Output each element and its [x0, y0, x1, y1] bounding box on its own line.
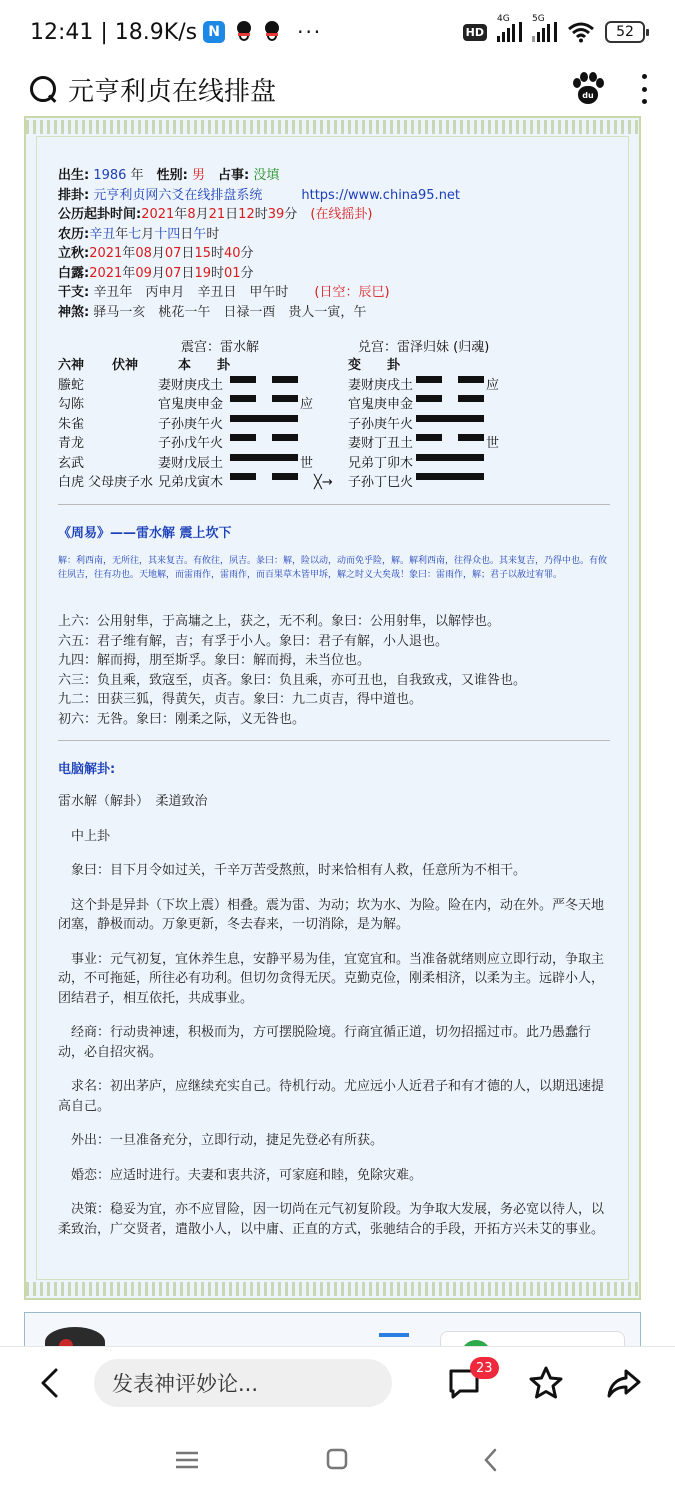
baidu-paw-icon[interactable]: du [571, 72, 605, 106]
ben-yao-label: 妻财戊辰土 [158, 455, 224, 471]
comment-input[interactable]: 发表神评妙论... [94, 1359, 392, 1407]
ben-yao-bar [230, 415, 298, 422]
shi-ying-mark: 世 [300, 455, 314, 471]
bian-yao-label: 官鬼庚申金 [348, 397, 414, 412]
search-query-title[interactable]: 元亨利贞在线排盘 [68, 76, 277, 107]
yao-line: 六三：负且乘，致寇至，贞吝。象曰：负且乘，亦可丑也，自我致戎，又谁咎也。 [58, 672, 527, 688]
pc-paragraph: 事业：元气初复，宜休养生息，安静平易为佳，宜宽宜和。当准备就绪则应立即行动，争取主动，不可拖延，所往必有功利。但切勿贪得无厌。克勤克俭，刚柔相济，以柔为主。远辟小人，团结君子，相互依托，共成事业。 [58, 951, 605, 1006]
shi-ying-mark: 世 [486, 436, 500, 451]
ben-yao-bar [230, 473, 256, 480]
bian-yao-bar [416, 434, 442, 441]
shensha-row: 神煞: 驿马一亥 桃花一午 日禄一酉 贵人一寅，午 [58, 304, 367, 320]
ben-palace: 震宫：雷水解 [181, 340, 260, 355]
liushen-label: 青龙 [58, 436, 85, 451]
paigua-system-link[interactable]: 元亨利贞网六爻在线排盘系统 [93, 187, 263, 203]
bian-yao-label: 兄弟丁卯木 [348, 455, 414, 471]
signal-4g-icon: 4G [497, 22, 522, 42]
bian-yao-label: 妻财丁丑土 [348, 436, 414, 451]
gua-row [58, 395, 618, 415]
pc-paragraph: 外出：一旦准备充分，立即行动，捷足先登必有所获。 [71, 1133, 384, 1148]
bian-yao-bar [416, 473, 484, 480]
search-icon[interactable] [28, 74, 58, 104]
ben-yao-bar [272, 434, 298, 441]
decorative-border-bottom [26, 1282, 639, 1296]
paipan-info [58, 166, 460, 322]
more-notifications-icon: ··· [297, 20, 323, 44]
bian-yao-bar [416, 415, 484, 422]
wifi-icon [567, 21, 595, 43]
ben-yao-bar [272, 376, 298, 383]
more-menu-icon[interactable] [641, 74, 647, 104]
liushen-label: 白虎 [58, 475, 85, 490]
nongli-row: 农历:辛丑年七月十四日午时 [58, 226, 220, 242]
qq-icon [263, 21, 281, 43]
shi-ying-mark: 应 [300, 397, 314, 412]
system-nav-bar [0, 1418, 675, 1500]
pc-paragraph: 决策：稳妥为宜，亦不应冒险，因一切尚在元气初复阶段。为争取大发展，务必宽以待人，以柔致治，广交贤者，遣散小人，以中庸、正直的方式，张驰结合的手段，开拓方兴未艾的事业。 [58, 1202, 605, 1237]
battery-icon: 52 [605, 21, 645, 43]
bailu-row: 白露:2021年09月07日19时01分 [58, 265, 254, 281]
search-header [0, 64, 675, 114]
ben-yao-bar [230, 454, 298, 461]
pc-interpretation-title: 电脑解卦: [58, 762, 116, 777]
bian-palace: 兑宫：雷泽归妹 (归魂) [358, 340, 490, 355]
nav-back-icon[interactable] [476, 1446, 506, 1474]
decorative-border-top [26, 120, 639, 134]
liqiu-row: 立秋:2021年08月07日15时40分 [58, 246, 254, 261]
favorite-star-icon[interactable] [528, 1365, 564, 1401]
ben-yao-label: 妻财庚戌土 [158, 377, 224, 393]
pc-interpretation-body [58, 792, 614, 1254]
zhouyi-lines [58, 612, 526, 729]
liushen-label: 玄武 [58, 455, 85, 471]
zhouyi-title: 《周易》——雷水解 震上坎下 [58, 526, 232, 541]
qq-icon [235, 21, 253, 43]
pc-paragraph: 婚恋：应适时进行。夫妻和衷共济，可家庭和睦，免除灾难。 [71, 1167, 423, 1183]
shi-ying-mark: 应 [486, 377, 500, 393]
comment-count-badge: 23 [470, 1357, 499, 1379]
dragon-logo-icon [39, 1321, 109, 1348]
pc-paragraph: 象曰：目下月令如过关，千辛万苦受熬煎，时来恰相有人救，任意所为不相干。 [71, 863, 527, 878]
ben-yao-label: 子孙戊午火 [158, 436, 224, 451]
bian-yao-bar [458, 434, 484, 441]
yao-line: 九二：田获三狐，得黄矢，贞吉。象曰：九二贞吉，得中道也。 [58, 692, 423, 707]
fushen-label: 父母庚子水 [88, 475, 154, 490]
status-bar [0, 0, 675, 64]
bian-yao-bar [458, 376, 484, 383]
birth-row: 出生: 1986 年 性别: 男 占事: 没填 [58, 168, 280, 183]
back-icon[interactable] [36, 1367, 66, 1399]
gongli-row: 公历起卦时间:2021年8月21日12时39分 (在线摇卦) [58, 207, 373, 222]
app-n-icon: N [203, 21, 225, 43]
ben-yao-bar [230, 376, 256, 383]
ben-yao-label: 官鬼庚申金 [158, 397, 224, 412]
ad-banner[interactable] [24, 1312, 641, 1348]
gua-table [58, 356, 618, 493]
gua-row [58, 434, 618, 454]
bian-yao-bar [416, 376, 442, 383]
ben-yao-label: 子孙庚午火 [158, 416, 224, 432]
bottom-action-bar [0, 1346, 675, 1418]
pc-paragraph: 求名：初出茅庐，应继续充实自己。待机行动。尤应远小人近君子和有才德的人，以期迅速提高自己。 [58, 1079, 605, 1114]
paigua-row: 排卦: 元亨利贞网六爻在线排盘系统 https://www.china95.net [58, 187, 461, 203]
ben-yao-bar [272, 395, 298, 402]
hd-icon: HD [463, 24, 487, 41]
bian-yao-bar [416, 395, 442, 402]
yao-line: 九四：解而拇，朋至斯孚。象曰：解而拇，未当位也。 [58, 653, 371, 668]
divider [58, 740, 610, 741]
liushen-label: 勾陈 [58, 397, 85, 412]
ben-yao-bar [272, 473, 298, 480]
bian-yao-bar [416, 454, 484, 461]
liushen-label: 螣蛇 [58, 377, 85, 393]
gua-header-row: 六神 伏神 本 卦 变 卦 [58, 358, 401, 373]
ben-yao-label: 兄弟戊寅木 [158, 475, 224, 490]
ben-yao-bar [230, 395, 256, 402]
liushen-label: 朱雀 [58, 416, 85, 432]
bian-yao-label: 子孙庚午火 [348, 416, 414, 432]
divider [58, 504, 610, 505]
bian-yao-bar [458, 395, 484, 402]
zhouyi-note: 解：利西南，无所往，其来复吉。有攸往，夙吉。彖曰：解，险以动，动而免乎险，解。解利西南，往得众也。其来复吉，乃得中也。有攸往夙吉，往有功也。天地解，而雷雨作，雷雨作，而百果草木皆甲坼，解之时义大矣哉！象曰：雷雨作，解；君子以赦过宥罪。 [58, 556, 608, 580]
gua-row [58, 415, 618, 435]
moving-line-arrow: ╳→ [314, 475, 333, 490]
signal-5g-icon: 5G [532, 22, 557, 42]
ben-yao-bar [230, 434, 256, 441]
recent-apps-icon[interactable] [172, 1446, 202, 1474]
site-url-link[interactable]: https://www.china95.net [301, 187, 461, 203]
yao-line: 六五：君子维有解，吉；有孚于小人。象曰：君子有解，小人退也。 [58, 633, 449, 649]
pc-paragraph: 雷水解（解卦） 柔道致治 [58, 794, 208, 809]
share-icon[interactable] [606, 1365, 642, 1401]
pc-paragraph: 这个卦是异卦（下坎上震）相叠。震为雷、为动；坎为水、为险。险在内，动在外。严冬天地闭塞，静极而动。万象更新，冬去春来，一切消除，是为解。 [58, 897, 605, 932]
yao-line: 上六：公用射隼，于高墉之上，获之，无不利。象曰：公用射隼，以解悖也。 [58, 614, 501, 629]
paipan-content-frame [24, 116, 641, 1300]
gua-row [58, 454, 618, 474]
gua-row [58, 473, 618, 493]
ganzhi-row: 干支: 辛丑年 丙申月 辛丑日 甲午时 (日空：辰巳) [58, 285, 390, 300]
bian-yao-label: 妻财庚戌土 [348, 377, 414, 393]
gua-row [58, 376, 618, 396]
home-icon[interactable] [322, 1446, 352, 1474]
pc-paragraph: 中上卦 [71, 828, 111, 844]
yao-line: 初六：无咎。象曰：刚柔之际，义无咎也。 [58, 711, 306, 727]
bian-yao-label: 子孙丁巳火 [348, 475, 414, 490]
status-time: 12:41 | 18.9K/s [30, 19, 198, 45]
pc-paragraph: 经商：行动贵神速，积极而为，方可摆脱险境。行商宜循正道，切勿招摇过市。此乃愚蠢行动，必自招灾祸。 [58, 1025, 592, 1060]
